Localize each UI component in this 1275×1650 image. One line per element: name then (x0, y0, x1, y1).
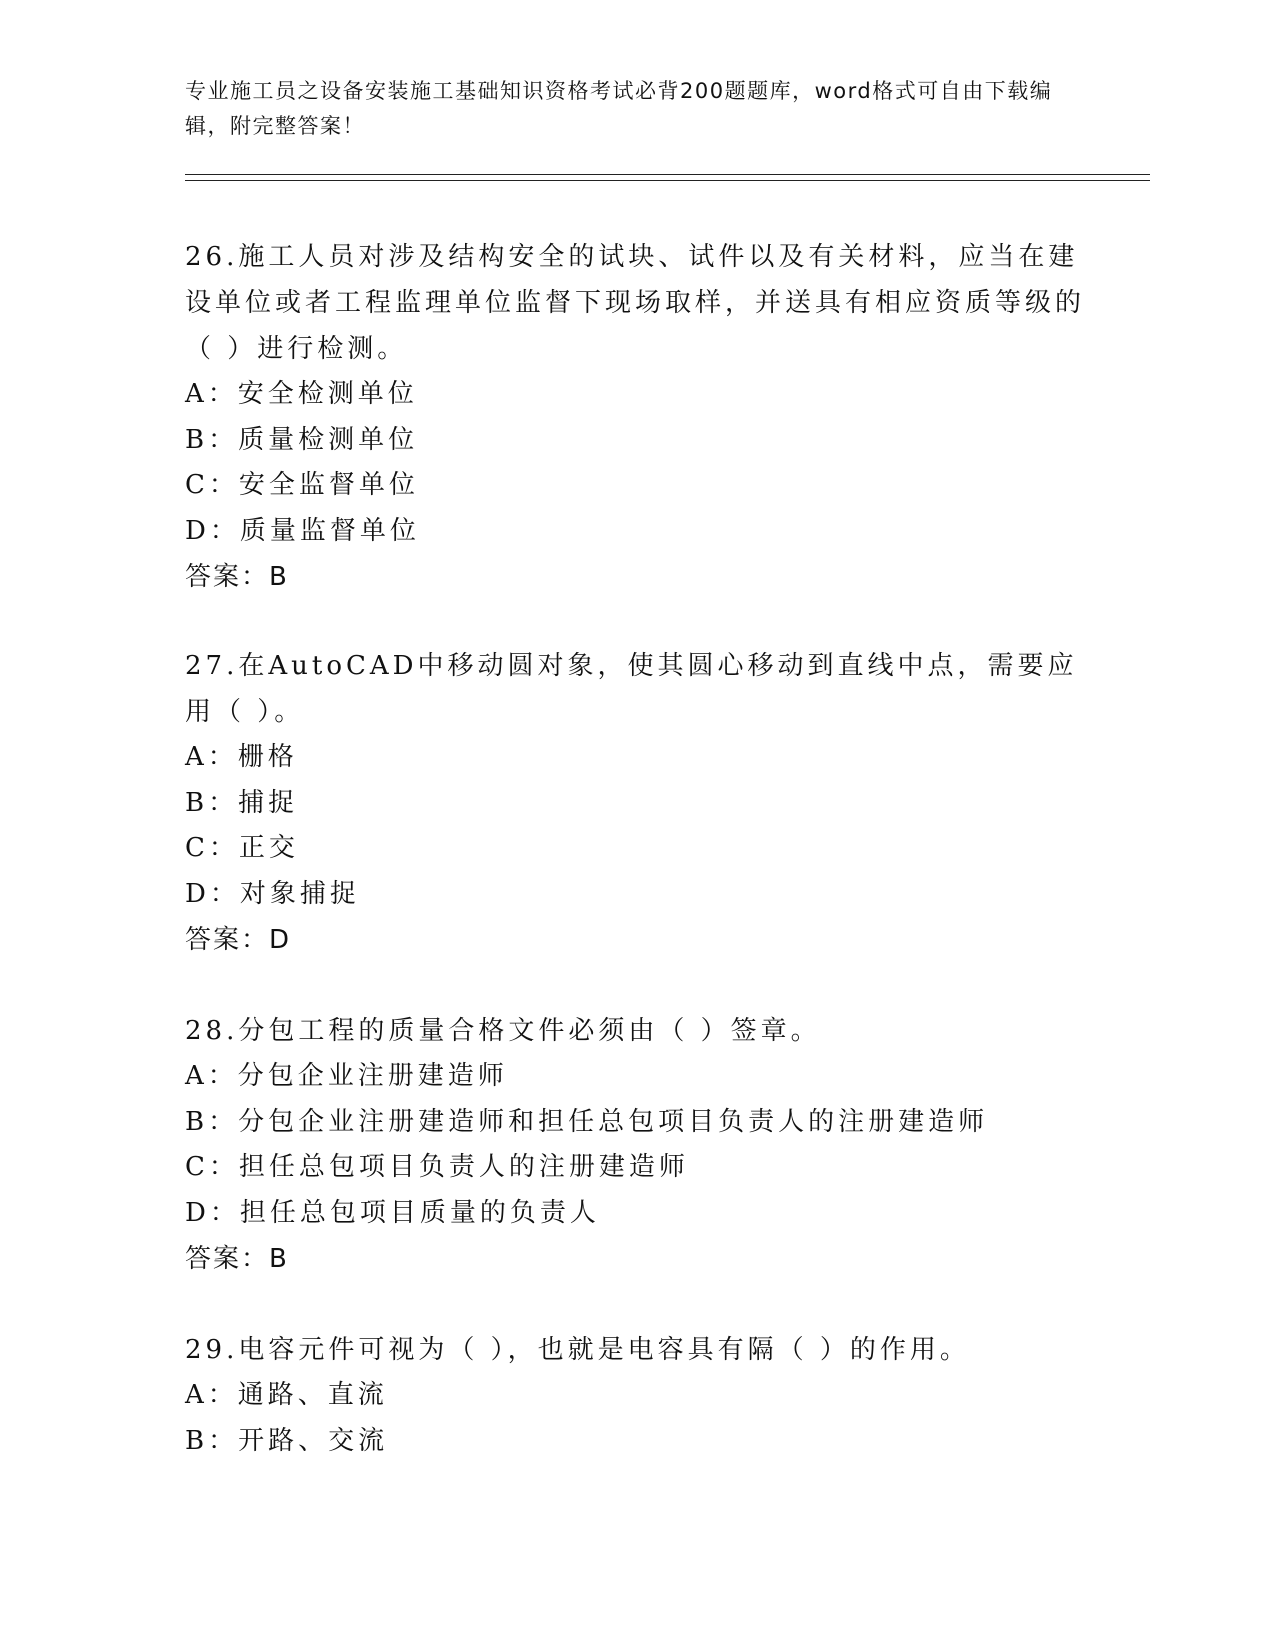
option-d: D：质量监督单位 (185, 515, 420, 546)
option-c: C：正交 (185, 833, 299, 863)
option-d: D：担任总包项目质量的负责人 (185, 1197, 600, 1228)
document-header: 专业施工员之设备安装施工基础知识资格考试必背200题题库，word格式可自由下载编辑，附完整答案！ (185, 79, 1053, 138)
option-a: A：栅格 (185, 742, 298, 772)
option-c: C：担任总包项目负责人的注册建造师 (185, 1152, 689, 1182)
option-a: A：通路、直流 (185, 1380, 388, 1410)
option-b: B：分包企业注册建造师和担任总包项目负责人的注册建造师 (185, 1106, 989, 1137)
option-b: B：质量检测单位 (185, 424, 419, 455)
option-b: B：开路、交流 (185, 1425, 389, 1456)
header-divider-bottom (185, 180, 1150, 181)
option-b: B：捕捉 (185, 787, 299, 818)
question-27 (185, 643, 1085, 963)
answer-label: 答案：B (185, 1244, 289, 1274)
question-text: 29.电容元件可视为（ ），也就是电容具有隔（ ）的作用。 (185, 1335, 970, 1365)
option-a: A：安全检测单位 (185, 379, 418, 409)
header-divider-top (185, 174, 1150, 175)
answer-label: 答案：D (185, 925, 292, 955)
answer-label: 答案：B (185, 562, 289, 592)
question-text: 28.分包工程的质量合格文件必须由（ ）签章。 (185, 1016, 821, 1046)
option-a: A：分包企业注册建造师 (185, 1061, 508, 1091)
question-26 (185, 234, 1085, 600)
question-29 (185, 1327, 1085, 1464)
question-text: 26.施工人员对涉及结构安全的试块、试件以及有关材料，应当在建设单位或者工程监理单位监督下现场取样，并送具有相应资质等级的（ ）进行检测。 (185, 242, 1086, 364)
question-text: 27.在AutoCAD中移动圆对象，使其圆心移动到直线中点，需要应用（ ）。 (185, 651, 1078, 727)
question-28 (185, 1008, 1085, 1282)
option-c: C：安全监督单位 (185, 470, 419, 500)
option-d: D：对象捕捉 (185, 878, 360, 909)
